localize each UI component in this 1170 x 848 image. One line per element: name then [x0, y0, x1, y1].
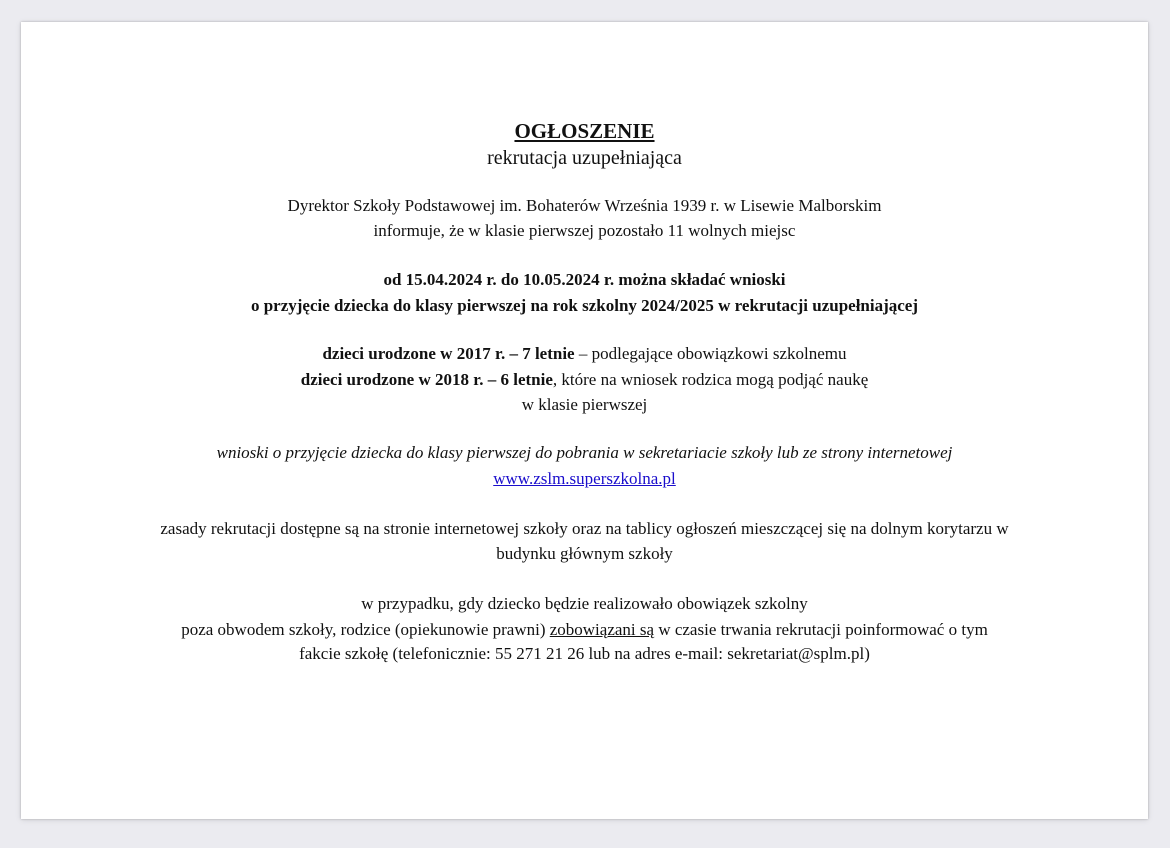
notice-line-1: w przypadku, gdy dziecko będzie realizowało obowiązek szkolny	[361, 594, 808, 613]
document-page	[21, 22, 1148, 819]
announcement-title: OGŁOSZENIE	[514, 119, 655, 143]
children-2018-rest: , które na wniosek rodzica mogą podjąć naukę	[552, 370, 869, 389]
children-2017-rest: – podlegające obowiązkowi szkolnemu	[574, 344, 847, 363]
intro-line-1: Dyrektor Szkoły Podstawowej im. Bohaterów Września 1939 r. w Lisewie Malborskim	[287, 196, 882, 215]
obligated-underlined: zobowiązani są	[549, 620, 655, 639]
intro-line-2: informuje, że w klasie pierwszej pozostało 11 wolnych miejsc	[373, 221, 796, 240]
rules-line-2: budynku głównym szkoły	[496, 544, 673, 563]
school-website-link[interactable]: www.zslm.superszkolna.pl	[493, 469, 676, 488]
announcement-subtitle: rekrutacja uzupełniająca	[487, 147, 682, 169]
children-2017-bold: dzieci urodzone w 2017 r. – 7 letnie	[322, 344, 575, 363]
children-line-3: w klasie pierwszej	[521, 395, 648, 414]
notice-line-2	[21, 619, 1148, 641]
rules-line-1: zasady rekrutacji dostępne są na stronie internetowej szkoły oraz na tablicy ogłoszeń mieszczącej się na dolnym korytarzu w	[160, 519, 1009, 538]
notice-line-3: fakcie szkołę (telefonicznie: 55 271 21 26 lub na adres e-mail: sekretariat@splm.pl)	[299, 644, 870, 663]
dates-line-2: o przyjęcie dziecka do klasy pierwszej na rok szkolny 2024/2025 w rekrutacji uzupełniającej	[250, 296, 919, 315]
forms-link-line	[21, 468, 1148, 490]
notice-line-2-start: poza obwodem szkoły, rodzice (opiekunowie prawni)	[181, 620, 550, 639]
notice-line-2-end: w czasie trwania rekrutacji poinformować o tym	[654, 620, 988, 639]
forms-info-line: wnioski o przyjęcie dziecka do klasy pierwszej do pobrania w sekretariacie szkoły lub ze strony internetowej	[216, 443, 953, 462]
children-2017-line	[21, 343, 1148, 365]
children-2018-line	[21, 369, 1148, 391]
dates-line-1: od 15.04.2024 r. do 10.05.2024 r. można składać wnioski	[383, 270, 786, 289]
children-2018-bold: dzieci urodzone w 2018 r. – 6 letnie	[300, 370, 553, 389]
